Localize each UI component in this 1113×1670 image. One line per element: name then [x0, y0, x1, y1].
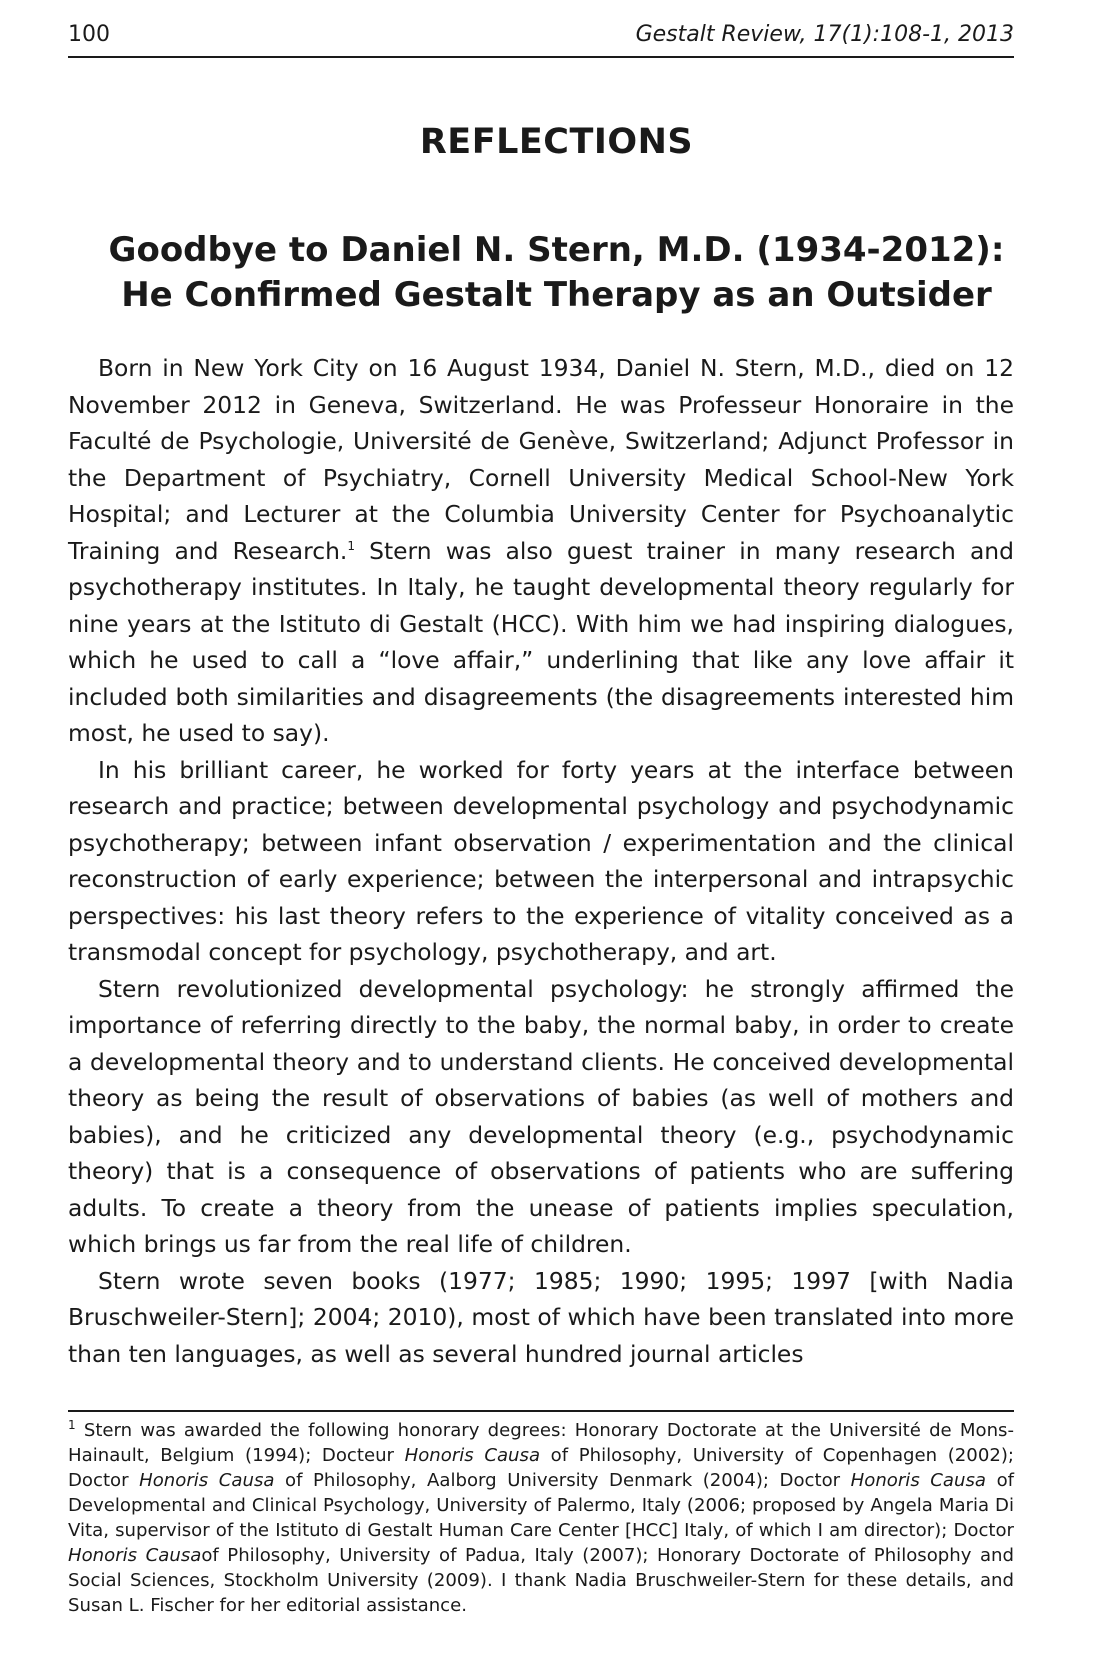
running-header	[68, 16, 1014, 58]
footnote-text-4: of Developmental and Clinical Psychology, University of Palermo, Italy (2006; proposed by Angela Maria Di Vita, supervisor of the Istituto di Gestalt Human Care Center [HCC] Italy, of which I am director); Doctor	[68, 1470, 1015, 1541]
footnote-mark: 1	[68, 1417, 76, 1432]
footnote-italic-2: Honoris Causa	[139, 1470, 275, 1491]
article-body	[68, 350, 1014, 1372]
footnote-italic-4: Honoris Causa	[68, 1545, 202, 1566]
paragraph-4: Stern wrote seven books (1977; 1985; 1990; 1995; 1997 [with Nadia Bruschweiler-Stern]; 2004; 2010), most of which have been translated into more than ten languages, as well as several hundred journal articles	[68, 1266, 1014, 1368]
paragraph-1-text-a: Born in New York City on 16 August 1934, Daniel N. Stern, M.D., died on 12 November 2012 in Geneva, Switzerland. He was Professeur Honoraire in the Faculté de Psychologie, Université de Genève, Switzerland; Adjunct Professor in the Department of Psychiatry, Cornell University Medical School-New York Hospital; and Lecturer at the Columbia University Center for Psychoanalytic Training and Research.	[68, 354, 1014, 565]
title-line-1: Goodbye to Daniel N. Stern, M.D. (1934-2012):	[108, 230, 1005, 270]
title-line-2: He Confirmed Gestalt Therapy as an Outsider	[121, 275, 992, 315]
section-heading: REFLECTIONS	[419, 122, 694, 162]
paragraph-1	[68, 350, 1014, 752]
page-number: 100	[68, 22, 110, 47]
paragraph-1-text-b: Stern was also guest trainer in many research and psychotherapy institutes. In Italy, he taught developmental theory regularly for nine years at the Istituto di Gestalt (HCC). With him we had inspiring dialogues, which he used to call a “love affair,” underlining that like any love affair it included both similarities and disagreements (the disagreements interested him most, he used to say).	[68, 536, 1014, 747]
footnote-divider	[68, 1410, 1014, 1412]
paragraph-2: In his brilliant career, he worked for forty years at the interface between research and practice; between developmental psychology and psychodynamic psychotherapy; between infant observation / experimentation and the clinical reconstruction of early experience; between the interpersonal and intrapsychic perspectives: his last theory refers to the experience of vitality conceived as a transmodal concept for psychology, psychotherapy, and art.	[68, 755, 1014, 966]
footnote-reference: 1	[347, 538, 355, 553]
footnote-italic-3: Honoris Causa	[850, 1470, 987, 1491]
footnote-text-3: of Philosophy, Aalborg University Denmark (2004); Doctor	[274, 1470, 851, 1491]
footnote-italic-1: Honoris Causa	[404, 1445, 541, 1466]
footnote-text-2: of Philosophy, University of Copenhagen (2002); Doctor	[68, 1445, 1015, 1491]
article-title	[100, 228, 1013, 318]
paragraph-3: Stern revolutionized developmental psychology: he strongly affirmed the importance of referring directly to the baby, the normal baby, in order to create a developmental theory and to understand clients. He conceived developmental theory as being the result of observations of babies (as well of mothers and babies), and he criticized any developmental theory (e.g., psychodynamic theory) that is a consequence of observations of patients who are suffering adults. To create a theory from the unease of patients implies speculation, which brings us far from the real life of children.	[68, 974, 1014, 1258]
footnote-text-5: of Philosophy, University of Padua, Italy (2007); Honorary Doctorate of Philosophy and Social Sciences, Stockholm University (2009). I thank Nadia Bruschweiler-Stern for these details, and Susan L. Fischer for her editorial assistance.	[68, 1545, 1015, 1616]
journal-reference: Gestalt Review, 17(1):108-1, 2013	[635, 22, 1014, 47]
footnote	[68, 1418, 1014, 1618]
footnote-text-1: Stern was awarded the following honorary degrees: Honorary Doctorate at the Université de Mons-Hainault, Belgium (1994); Docteur	[68, 1420, 1014, 1466]
